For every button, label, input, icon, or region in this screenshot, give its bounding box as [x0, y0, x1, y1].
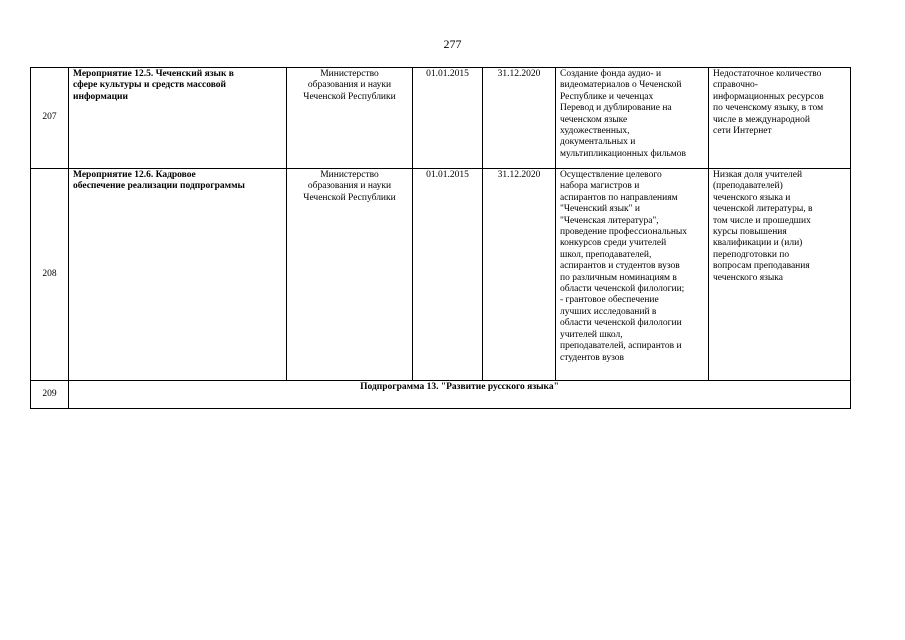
activities-table [30, 67, 851, 409]
result-line: области чеченской филологии [560, 318, 682, 329]
result-line: проведение профессиональных [560, 227, 688, 238]
risk-description [709, 68, 851, 169]
risk-line: том числе и прошедших [713, 215, 811, 226]
result-line: - грантовое обеспечение [560, 295, 659, 306]
end-date: 31.12.2020 [483, 68, 556, 169]
row-number: 207 [31, 68, 69, 169]
risk-line: курсы повышения [713, 227, 787, 238]
result-line: Создание фонда аудио- и [560, 69, 662, 79]
risk-line: по чеченскому языку, в том [713, 103, 824, 114]
end-date: 31.12.2020 [483, 169, 556, 381]
risk-line: числе в международной [713, 114, 810, 125]
title-line: информации [73, 91, 128, 102]
result-line: Перевод и дублирование на [560, 103, 672, 114]
risk-line: Низкая доля учителей [713, 170, 803, 180]
executor-line: Чеченской Республики [303, 192, 396, 203]
title-line: сфере культуры и средств массовой [73, 80, 226, 91]
expected-result [556, 169, 709, 381]
table-row [31, 68, 851, 169]
result-line: области чеченской филологии; [560, 284, 685, 295]
executor-line: образования и науки [307, 80, 392, 91]
expected-result [556, 68, 709, 169]
result-line: "Чеченская литература", [560, 215, 659, 226]
executor-line: образования и науки [307, 181, 392, 192]
result-line: школ, преподавателей, [560, 249, 652, 260]
risk-line: справочно- [713, 80, 758, 91]
risk-description [709, 169, 851, 381]
result-line: аспирантов и студентов вузов [560, 261, 680, 272]
result-line: набора магистров и [560, 181, 640, 192]
result-line: учителей школ, [560, 329, 623, 340]
risk-line: чеченского языка [713, 272, 783, 283]
executor [287, 169, 413, 381]
result-line: Осуществление целевого [560, 170, 662, 180]
risk-line: сети Интернет [713, 126, 772, 137]
risk-line: чеченского языка и [713, 192, 791, 203]
risk-line: чеченской литературы, в [713, 204, 813, 215]
executor [287, 68, 413, 169]
title-line: Мероприятие 12.5. Чеченский язык в [73, 69, 234, 79]
start-date: 01.01.2015 [413, 169, 483, 381]
title-line: Мероприятие 12.6. Кадровое [73, 170, 196, 180]
result-line: документальных и [560, 137, 636, 148]
result-line: лучших исследований в [560, 306, 657, 317]
risk-line: переподготовки по [713, 249, 790, 260]
title-line: обеспечение реализации подпрограммы [73, 181, 245, 192]
risk-line: информационных ресурсов [713, 91, 824, 102]
executor-line: Министерство [320, 69, 379, 79]
start-date: 01.01.2015 [413, 68, 483, 169]
executor-line: Чеченской Республики [303, 91, 396, 102]
result-line: преподавателей, аспирантов и [560, 341, 682, 352]
result-line: "Чеченский язык" и [560, 204, 640, 215]
result-line: Республике и чеченцах [560, 91, 654, 102]
result-line: по различным номинациям в [560, 272, 677, 283]
risk-line: (преподавателей) [713, 181, 783, 192]
table-row [31, 169, 851, 381]
result-line: видеоматериалов о Чеченской [560, 80, 682, 91]
subprogram-heading: Подпрограмма 13. "Развитие русского языка" [69, 381, 851, 409]
risk-line: квалификации и (или) [713, 238, 803, 249]
page-number: 277 [443, 37, 462, 51]
row-number: 209 [31, 381, 69, 409]
activity-title [69, 169, 287, 381]
executor-line: Министерство [320, 170, 379, 180]
risk-line: вопросам преподавания [713, 261, 810, 272]
result-line: мультипликационных фильмов [560, 148, 687, 159]
result-line: чеченском языке [560, 114, 628, 125]
row-number: 208 [31, 169, 69, 381]
result-line: аспирантов по направлениям [560, 192, 678, 203]
result-line: художественных, [560, 126, 630, 137]
result-line: студентов вузов [560, 352, 625, 363]
result-line: конкурсов среди учителей [560, 238, 667, 249]
risk-line: Недостаточное количество [713, 69, 822, 79]
table-row [31, 381, 851, 409]
activity-title [69, 68, 287, 169]
